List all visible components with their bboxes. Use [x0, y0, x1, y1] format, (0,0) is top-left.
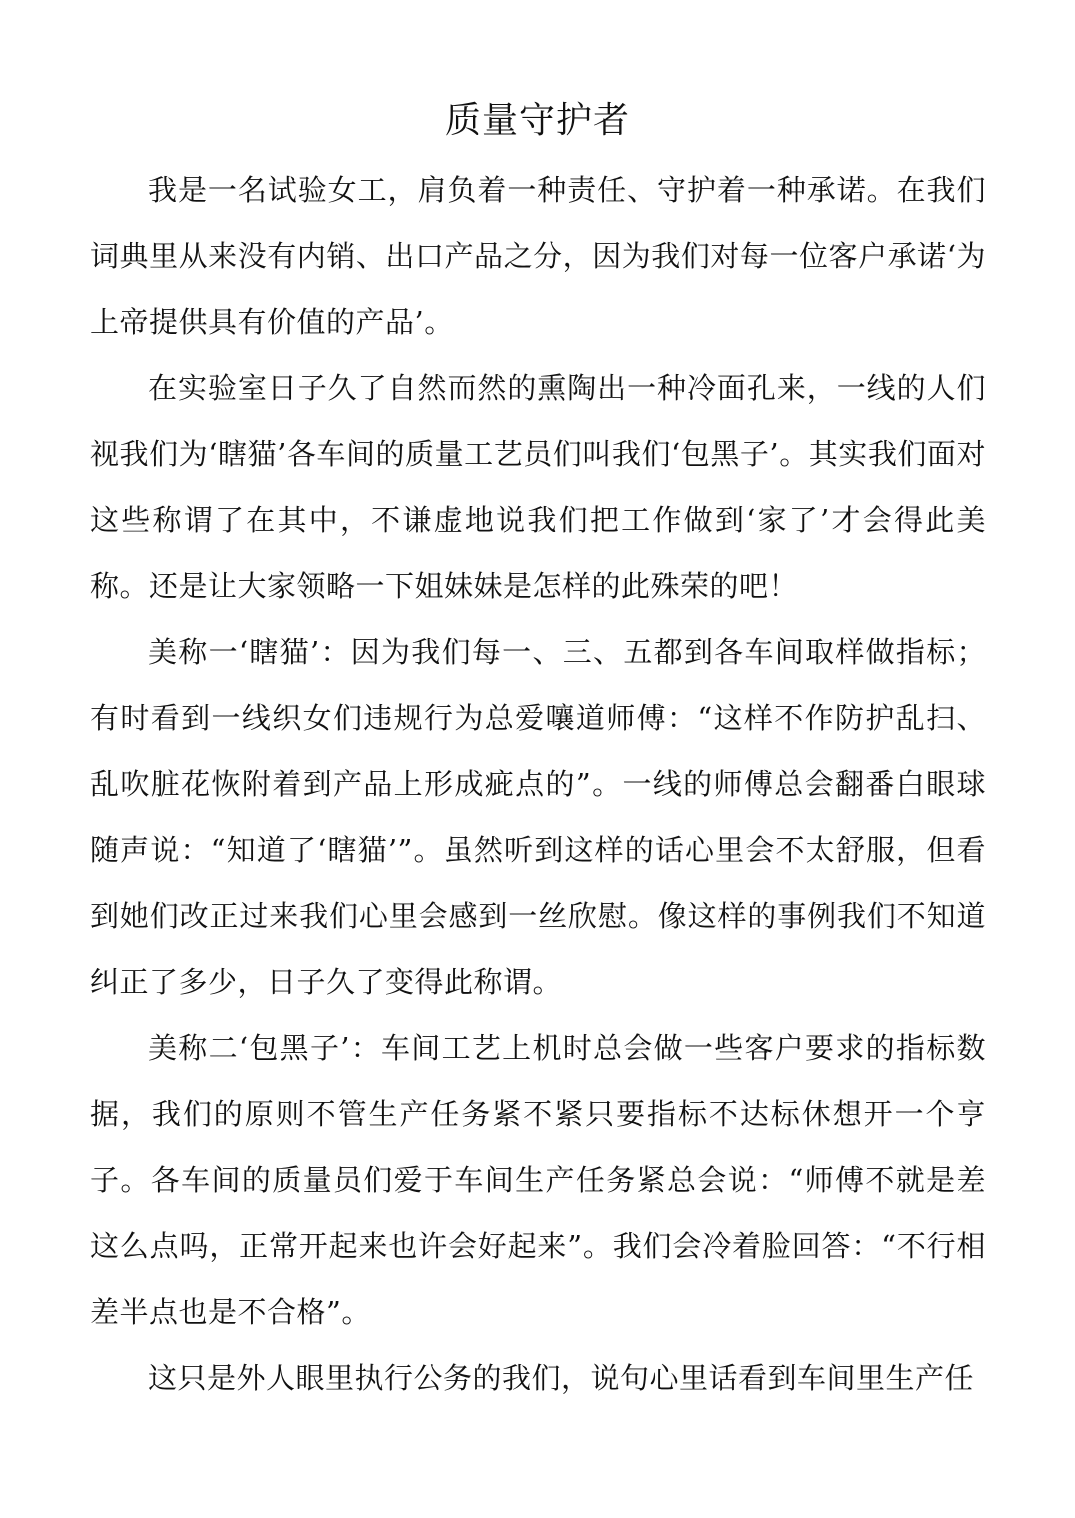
paragraph-5: 这只是外人眼里执行公务的我们，说句心里话看到车间里生产任 [148, 1361, 975, 1395]
document-title: 质量守护者 [444, 100, 630, 141]
document-body [90, 157, 986, 1411]
paragraph-3: 美称一‘瞎猫’：因为我们每一、三、五都到各车间取样做指标；有时看到一线织女们违规行为总爱嚷道师傅：“这样不作防护乱扫、乱吹脏花恢附着到产品上形成疵点的”。一线的师傅总会翻番白眼球随声说：“知道了‘瞎猫’”。虽然听到这样的话心里会不太舒服，但看到她们改正过来我们心里会感到一丝欣慰。像这样的事例我们不知道纠正了多少，日子久了变得此称谓。 [90, 635, 986, 999]
paragraph-4: 美称二‘包黑子’：车间工艺上机时总会做一些客户要求的指标数据，我们的原则不管生产任务紧不紧只要指标不达标休想开一个亨子。各车间的质量员们爱于车间生产任务紧总会说：“师傅不就是差这么点吗，正常开起来也许会好起来”。我们会冷着脸回答：“不行相差半点也是不合格”。 [90, 1031, 986, 1329]
paragraph-1: 我是一名试验女工，肩负着一种责任、守护着一种承诺。在我们词典里从来没有内销、出口产品之分，因为我们对每一位客户承诺‘为上帝提供具有价值的产品’。 [90, 173, 986, 339]
paragraph-2: 在实验室日子久了自然而然的熏陶出一种冷面孔来，一线的人们视我们为‘瞎猫’各车间的质量工艺员们叫我们‘包黑子’。其实我们面对这些称谓了在其中，不谦虚地说我们把工作做到‘家了’才会得此美称。还是让大家领略一下姐妹妹是怎样的此殊荣的吧！ [90, 371, 986, 603]
